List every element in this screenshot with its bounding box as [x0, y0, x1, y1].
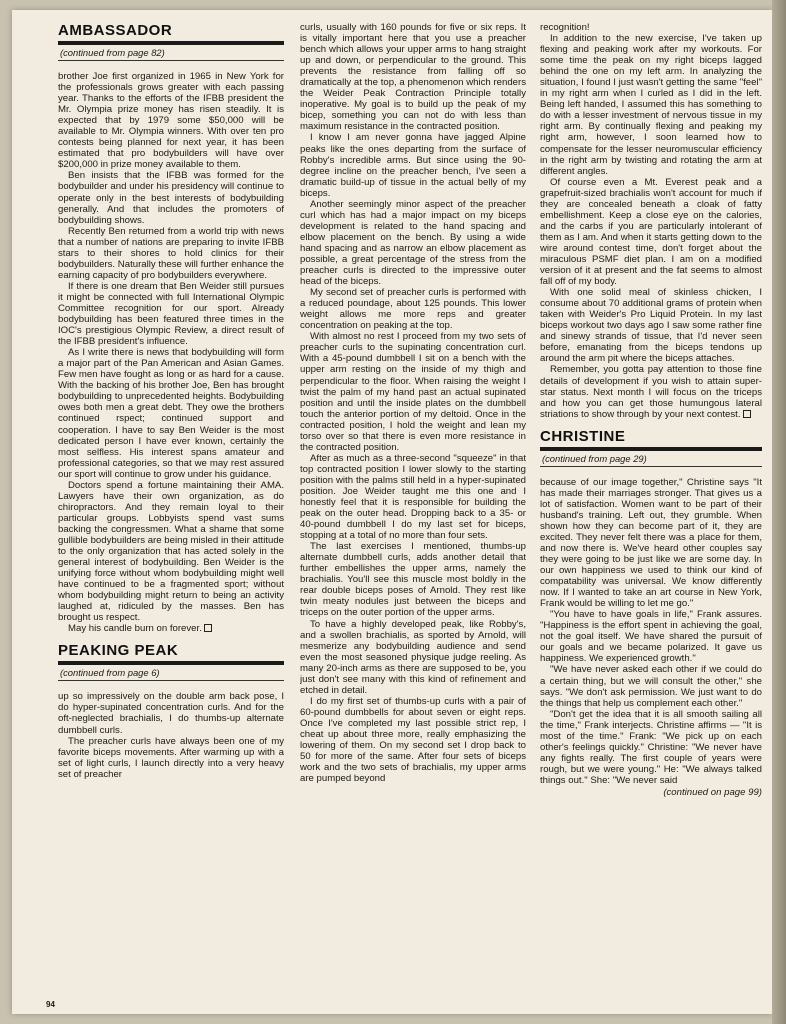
paragraph: I know I am never gonna have jagged Alpine peaks like the ones departing from the surface of Robby's incredible arms. But since using the 90-degree incline on the preacher bench, I've seen a dramatic build-up of tissue in the actual belly of my biceps. [300, 132, 526, 199]
paragraph: Another seemingly minor aspect of the preacher curl which has had a major impact on my biceps development is related to the hand spacing and elbow placement on the bench. By using a wide hand spacing and as narrow an elbow placement as possible, a great percentage of the stress from the preacher curls is directed to the impressive outer head of the biceps. [300, 198, 526, 288]
christine-article-body [540, 477, 762, 798]
paragraph: curls, usually with 160 pounds for five or six reps. It is vitally important here that you use a preacher bench which allows your upper arms to hang straight up and down, or perpendicular to the ground. This prevents the resistance from falling off so dramatically at the top, a phenomenon which renders the Weider Peak Contraction Principle totally inoperative. My goal is to build up the peak of my bicep, something you can not do with less than maximum resistance in the contracted position. [300, 22, 526, 133]
paragraph: My second set of preacher curls is performed with a reduced poundage, about 125 pounds. This lower weight allows me more reps and greater concentration on peaking at the top. [300, 287, 526, 332]
paragraph-text: May his candle burn on forever. [68, 623, 202, 635]
column-2 [300, 22, 526, 1000]
paragraph: "Don't get the idea that it is all smooth sailing all the time," Frank interjects. Christine affirms — "It is most of the time." Frank: "We pick up on each other's feelings quickly." Christine: "We never have any fights really. The first couple of years were rough, but we were young." He: "We always talked things out." She: "We never said [540, 708, 762, 786]
christine-continued-on-note: (continued on page 99) [663, 787, 762, 798]
paragraph: because of our image together," Christine says "It has made their marriages stronger. That gives us a lot of satisfaction. Women want to be part of their husband's training. Left out, they grumble. When shown how they can become part of it, they are excited. They never felt there was a place for them, and now there is. We've heard other couples say they were going to be just like we are some day. In our own happiness we used to think our kind of compatability was universal. We know differently now. If I wanted to take an art course in New York, Frank would be willing to let me go." [540, 476, 762, 610]
end-mark-icon [204, 624, 212, 632]
column-1 [58, 22, 284, 1000]
paragraph: If there is one dream that Ben Weider still pursues it might be connected with full International Olympic Committee recognition for our sport. Already bodybuilding has been featured three times in the IOC's prestigious Olympic Review, a direct result of the IFBB president's influence. [58, 280, 284, 348]
paragraph-final [58, 623, 284, 634]
paragraph: Doctors spend a fortune maintaining their AMA. Lawyers have their own organization, as do chiropractors. And they remain loyal to their particular groups. Lobbyists spend vast sums backing the congressmen. What a shame that some gullible bodybuilders are being misled in their attitude to the only organization that has acted solely in the general interest of bodybuilding. Ben Weider is the unifying force without whom bodybuilding might well have continued to be a fragmented sport; without whom bodybuilding might return to being an activity laughed at, ridiculed by the masses. Ben has brought us respect. [58, 479, 284, 624]
paragraph: With almost no rest I proceed from my two sets of preacher curls to the supinating concentration curl. With a 45-pound dumbbell I sit on a bench with the upper arm resting on the inside of my thigh and perpendicular to the floor. When raising the weight I twist the palm of my hand past an actual supinated position and until the inside plates on the dumbbell touch the anterior portion of my deltoid. Once in the contracted position, I hold the weight and lean my torso over so that there is even more resistance in the contracted position. [300, 331, 526, 453]
paragraph: "You have to have goals in life," Frank assures. "Happiness is the effort spent in achieving the goal, not the goal itself. We have shared the pursuit of our goals and we became polarized. It gave us happiness. We experienced growth." [540, 609, 762, 665]
ambassador-heading: AMBASSADOR [58, 22, 284, 45]
paragraph: I do my first set of thumbs-up curls with a pair of 60-pound dumbbells for about seven or eight reps. Once I've completed my last possible strict rep, I cheat up about three more, really emphasizing the lowering of them. On my second set I drop back to 50 for more of the same. After four sets of biceps work and the two sets of brachialis, my upper arms are pumped beyond [300, 695, 526, 785]
peaking-continued-note: (continued from page 6) [58, 665, 284, 681]
column-3 [540, 22, 762, 1000]
paragraph: Of course even a Mt. Everest peak and a grapefruit-sized brachialis won't account for much if they are concealed beneath a cloak of fatty embellishment. Keep a close eye on the calories, and the carbs if you are particularly intolerant of them as I am. And when it starts getting down to the wire around contest time, don't forget about the miraculous PSMF diet plan. I am on a modified version of it at present and the fat seems to almost fall off of my body. [540, 176, 762, 288]
paragraph: After as much as a three-second "squeeze" in that top contracted position I lower slowly to the starting position with the palms still held in a hyper-supinated position. Joe Weider taught me this one and I honestly feel that it is responsible for building the peak on the outer head. Dropping back to a 35- or 40-pound dumbbell I do my last set for biceps, stopping at a total of no more than four sets. [300, 452, 526, 542]
paragraph: In addition to the new exercise, I've taken up flexing and peaking work after my workouts. For some time the peak on my right biceps lagged behind the one on my left arm. In analyzing the situation, I found I just wasn't getting the same "feel" in my right arm when I curled as I did in the left. Being left handed, I assumed this has something to do with a lesser investment of nervous tissue in my right arm. By continually flexing and peaking my right arm, however, I soon learned how to compensate for the lesser neuromuscular efficiency in the right arm by twisting and rotating the arm at different angles. [540, 33, 762, 177]
paragraph: With one solid meal of skinless chicken, I consume about 70 additional grams of protein when taken with Weider's Pro Liquid Protein. In my last biceps workout two days ago I saw some rather fine and sinewy strands of tissue, that I'd never seen before, emanating from the biceps tendons up around the arm pit where the biceps attaches. [540, 287, 762, 365]
paragraph: The last exercises I mentioned, thumbs-up alternate dumbbell curls, adds another detail that further embellishes the upper arms, namely the brachialis. You'll see this muscle most boldly in the rear double biceps poses of Arnold. They rest like twin meaty nodules just between the biceps and triceps on the outer portion of the upper arms. [300, 541, 526, 619]
paragraph-final [540, 364, 762, 419]
ambassador-article-body [58, 71, 284, 634]
peaking-heading: PEAKING PEAK [58, 642, 284, 665]
page-number: 94 [46, 1000, 55, 1009]
paragraph: To have a highly developed peak, like Robby's, and a swollen brachialis, as sported by Arnold, will mesmerize any bodybuilding audience and send even the most seasoned physique judge reeling. As many 20-inch arms as there are supposed to be, you just don't see many with this kind of refinement and etched in detail. [300, 618, 526, 696]
paragraph: recognition! [540, 22, 590, 33]
paragraph: Ben insists that the IFBB was formed for the bodybuilder and under his presidency will continue to operate only in the best interests of bodybuilding generally. And that includes the promoters of bodybuilding shows. [58, 170, 284, 226]
paragraph: "We have never asked each other if we could do a certain thing, but we will consult the other," she says. "We don't ask permission. We just want to do the things that help us complement each other." [540, 664, 762, 709]
magazine-page [12, 10, 772, 1014]
peaking-article-body-col1 [58, 691, 284, 779]
paragraph-text: Remember, you gotta pay attention to those fine details of development if you wish to attain super-star status. Next month I will focus on the triceps and how you can get those humungous lateral striations to show through by your next contest. [540, 364, 762, 420]
end-mark-icon [743, 410, 751, 418]
binding-edge [772, 0, 786, 1024]
paragraph: The preacher curls have always been one of my favorite biceps movements. After warming up with a set of light curls, I launch directly into a very heavy set of preacher [58, 735, 284, 780]
paragraph: Recently Ben returned from a world trip with news that a number of nations are preparing to invite IFBB stars to their shores to hold clinics for their bodybuilders. Naturally these will further enhance the earning capacity of pro bodybuilders everywhere. [58, 225, 284, 281]
paragraph: brother Joe first organized in 1965 in New York for the professionals grows greater with each passing year. Thanks to the efforts of the IFBB president the Mr. Olympia prize money has risen steadily. It is expected that by 1979 some $50,000 will be available to Mr. Olympia winners. With over ten pro contests being planned for next year, it has been estimated that pro bodybuilders will have over $200,000 in prize money available to them. [58, 71, 284, 171]
paragraph: up so impressively on the double arm back pose, I do hyper-supinated concentration curls. And for the oft-neglected brachialis, I do thumbs-up alternate dumbbell curls. [58, 691, 284, 736]
christine-continued-note: (continued from page 29) [540, 451, 762, 467]
ambassador-continued-note: (continued from page 82) [58, 45, 284, 61]
christine-heading: CHRISTINE [540, 428, 762, 451]
paragraph: As I write there is news that bodybuilding will form a major part of the Pan American and Asian Games. Few men have fought as long or as hard for a cause. With the backing of his brother Joe, Ben has brought bodybuilding to unprecedented heights. Bodybuilding owes both men a great debt. They owe the brothers continued rspect; continued support and cooperation. I have to say Ben Weider is the most dedicated person I have ever known, certainly the most selfless. His interest spans amateur and professional categories, so that we may rest assured our sport will continue to grow under his guidance. [58, 347, 284, 480]
